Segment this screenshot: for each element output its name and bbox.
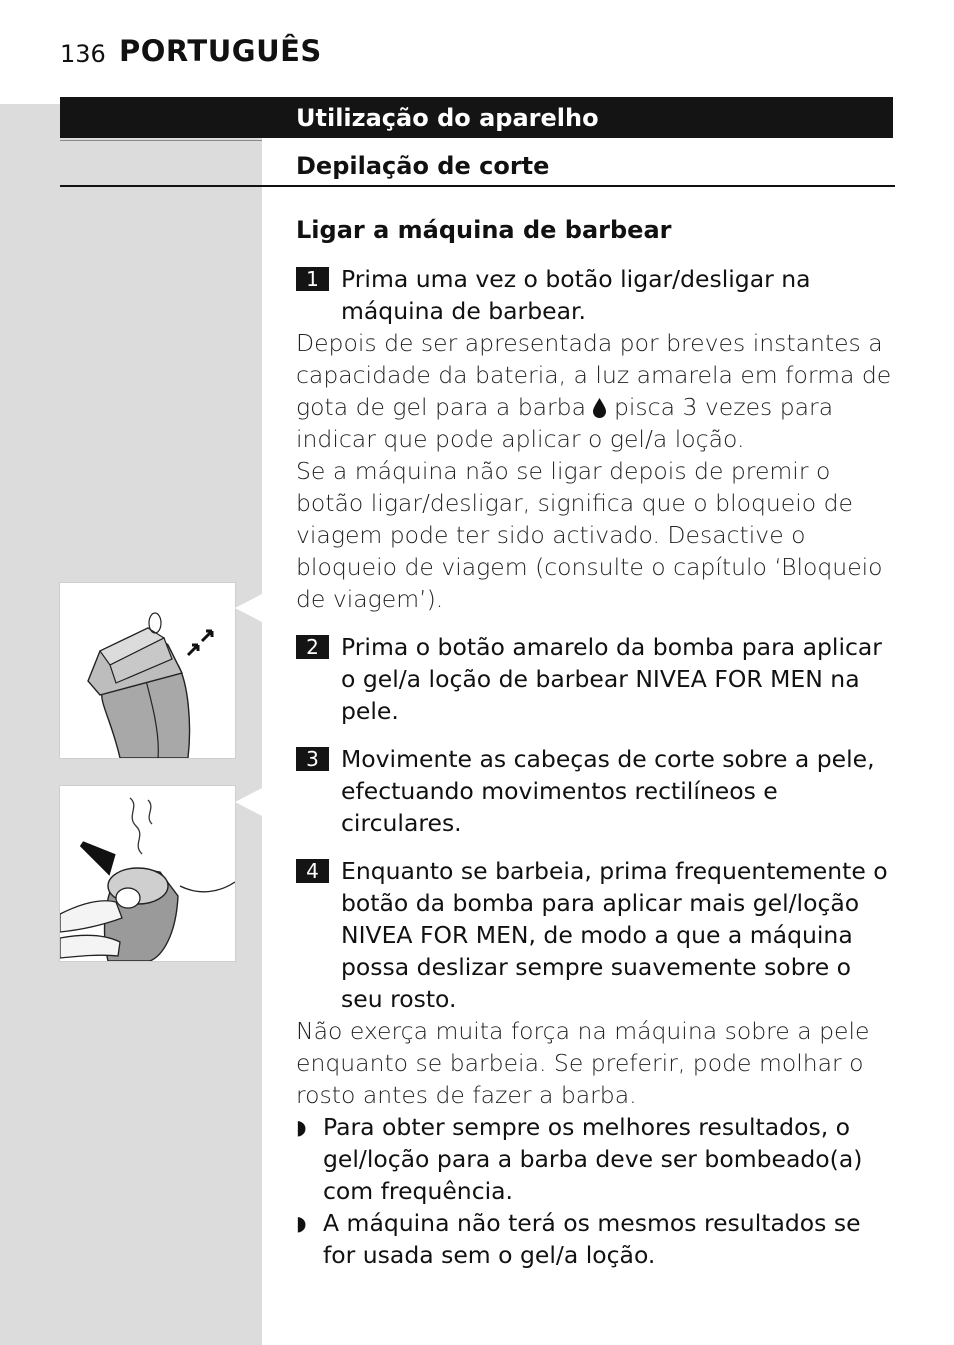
divider — [60, 185, 895, 187]
list-item — [296, 1207, 898, 1271]
figure-shaver-pump — [59, 582, 236, 759]
shaver-pump-arrow-illustration — [60, 583, 235, 758]
list-item — [296, 1111, 898, 1207]
step-2 — [296, 631, 898, 727]
step-note: Se a máquina não se ligar depois de premir o botão ligar/desligar, significa que o bloqueio de viagem pode ter sido activado. Desactive o bloqueio de viagem (consulte o capítulo ‘Bloqueio de viagem’). — [296, 457, 883, 613]
step-number: 1 — [296, 267, 329, 291]
page-number: 136 — [60, 40, 106, 68]
step-text: Enquanto se barbeia, prima frequentemente o botão da bomba para aplicar mais gel/loção NIVEA FOR MEN, de modo a que a máquina possa deslizar sempre suavemente sobre o seu rosto. — [341, 857, 888, 1013]
step-1 — [296, 263, 898, 327]
step-number: 2 — [296, 635, 329, 659]
note-text: Depois de ser apresentada por breves instantes a capacidade da bateria, a luz amarela em forma de gota de gel para a barba — [296, 329, 892, 421]
section-title: Utilização do aparelho — [296, 104, 599, 132]
figure-pointer — [235, 788, 262, 816]
shaver-press-hand-illustration — [60, 786, 235, 961]
instructions-content — [296, 214, 898, 1271]
bullet-icon: ◗ — [296, 1115, 307, 1139]
step-text: Prima o botão amarelo da bomba para aplicar o gel/a loção de barbear NIVEA FOR MEN na pele. — [341, 633, 882, 725]
step-4 — [296, 855, 898, 1015]
note-text: pisca 3 vezes para indicar que pode aplicar o gel/a loção. — [296, 393, 834, 453]
section-heading: Ligar a máquina de barbear — [296, 216, 672, 244]
step-3 — [296, 743, 898, 839]
gel-drop-icon — [593, 398, 606, 418]
step-text: Prima uma vez o botão ligar/desligar na máquina de barbear. — [341, 265, 811, 325]
step-note — [296, 327, 898, 455]
figure-pointer — [235, 594, 262, 622]
step-number: 4 — [296, 859, 329, 883]
language-title: PORTUGUÊS — [119, 34, 322, 68]
bullet-text: A máquina não terá os mesmos resultados se for usada sem o gel/a loção. — [323, 1209, 861, 1269]
step-number: 3 — [296, 747, 329, 771]
bullet-text: Para obter sempre os melhores resultados, o gel/loção para a barba deve ser bombeado(a) com frequência. — [323, 1113, 863, 1205]
divider — [60, 140, 262, 141]
figure-shaver-press — [59, 785, 236, 962]
bullet-icon: ◗ — [296, 1211, 307, 1235]
step-text: Movimente as cabeças de corte sobre a pele, efectuando movimentos rectilíneos e circulares. — [341, 745, 875, 837]
step-note: Não exerça muita força na máquina sobre a pele enquanto se barbeia. Se preferir, pode molhar o rosto antes de fazer a barba. — [296, 1017, 870, 1109]
subsection-title: Depilação de corte — [296, 152, 550, 180]
